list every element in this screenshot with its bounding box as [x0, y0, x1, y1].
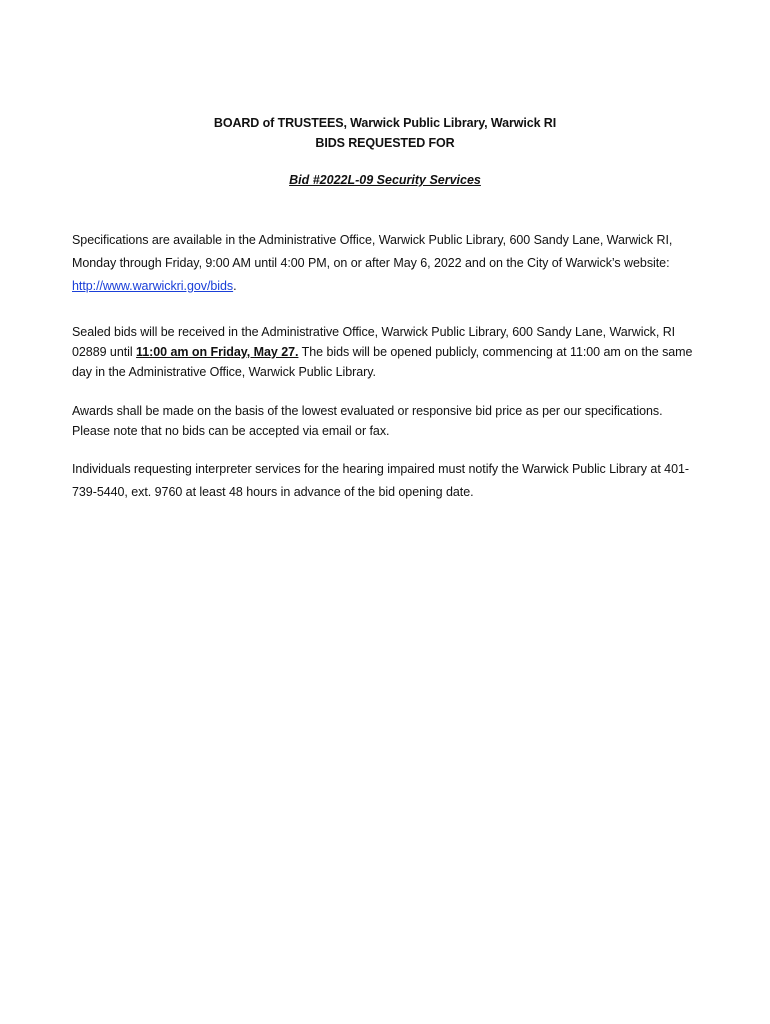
specifications-text: Specifications are available in the Administrative Office, Warwick Public Library, 600 Sandy Lane, Warwick RI, Monday through Friday, 9:00 AM until 4:00 PM, on or after May 6, 2022 and on the City of Warwick’s website:: [72, 233, 673, 270]
specifications-paragraph: [72, 229, 702, 298]
document-header: [0, 113, 770, 153]
awards-paragraph: Awards shall be made on the basis of the lowest evaluated or responsive bid price as per our specifications. Please note that no bids can be accepted via email or fax.: [72, 404, 663, 438]
bids-website-link[interactable]: http://www.warwickri.gov/bids: [72, 279, 234, 293]
interpreter-services-paragraph: Individuals requesting interpreter services for the hearing impaired must notify the Warwick Public Library at 401-739-5440, ext. 9760 at least 48 hours in advance of the bid opening date.: [72, 462, 689, 499]
bid-title-text: Bid #2022L-09 Security Services: [289, 173, 481, 187]
specifications-text-end: .: [233, 279, 237, 293]
bid-title: [0, 170, 770, 190]
header-line-board: BOARD of TRUSTEES, Warwick Public Library, Warwick RI: [213, 116, 557, 130]
deadline-emphasis: 11:00 am on Friday, May 27.: [136, 345, 299, 359]
sealed-bids-paragraph: [72, 322, 702, 382]
header-line-bids-requested: BIDS REQUESTED FOR: [315, 136, 455, 150]
sealed-bids-text-end: The bids will be opened publicly, commencing at 11:00 am on the same day in the Administrative Office, Warwick Public Library.: [72, 345, 693, 379]
sealed-bids-text: Sealed bids will be received in the Administrative Office, Warwick Public Library, 600 Sandy Lane, Warwick, RI 02889 until: [72, 325, 676, 359]
